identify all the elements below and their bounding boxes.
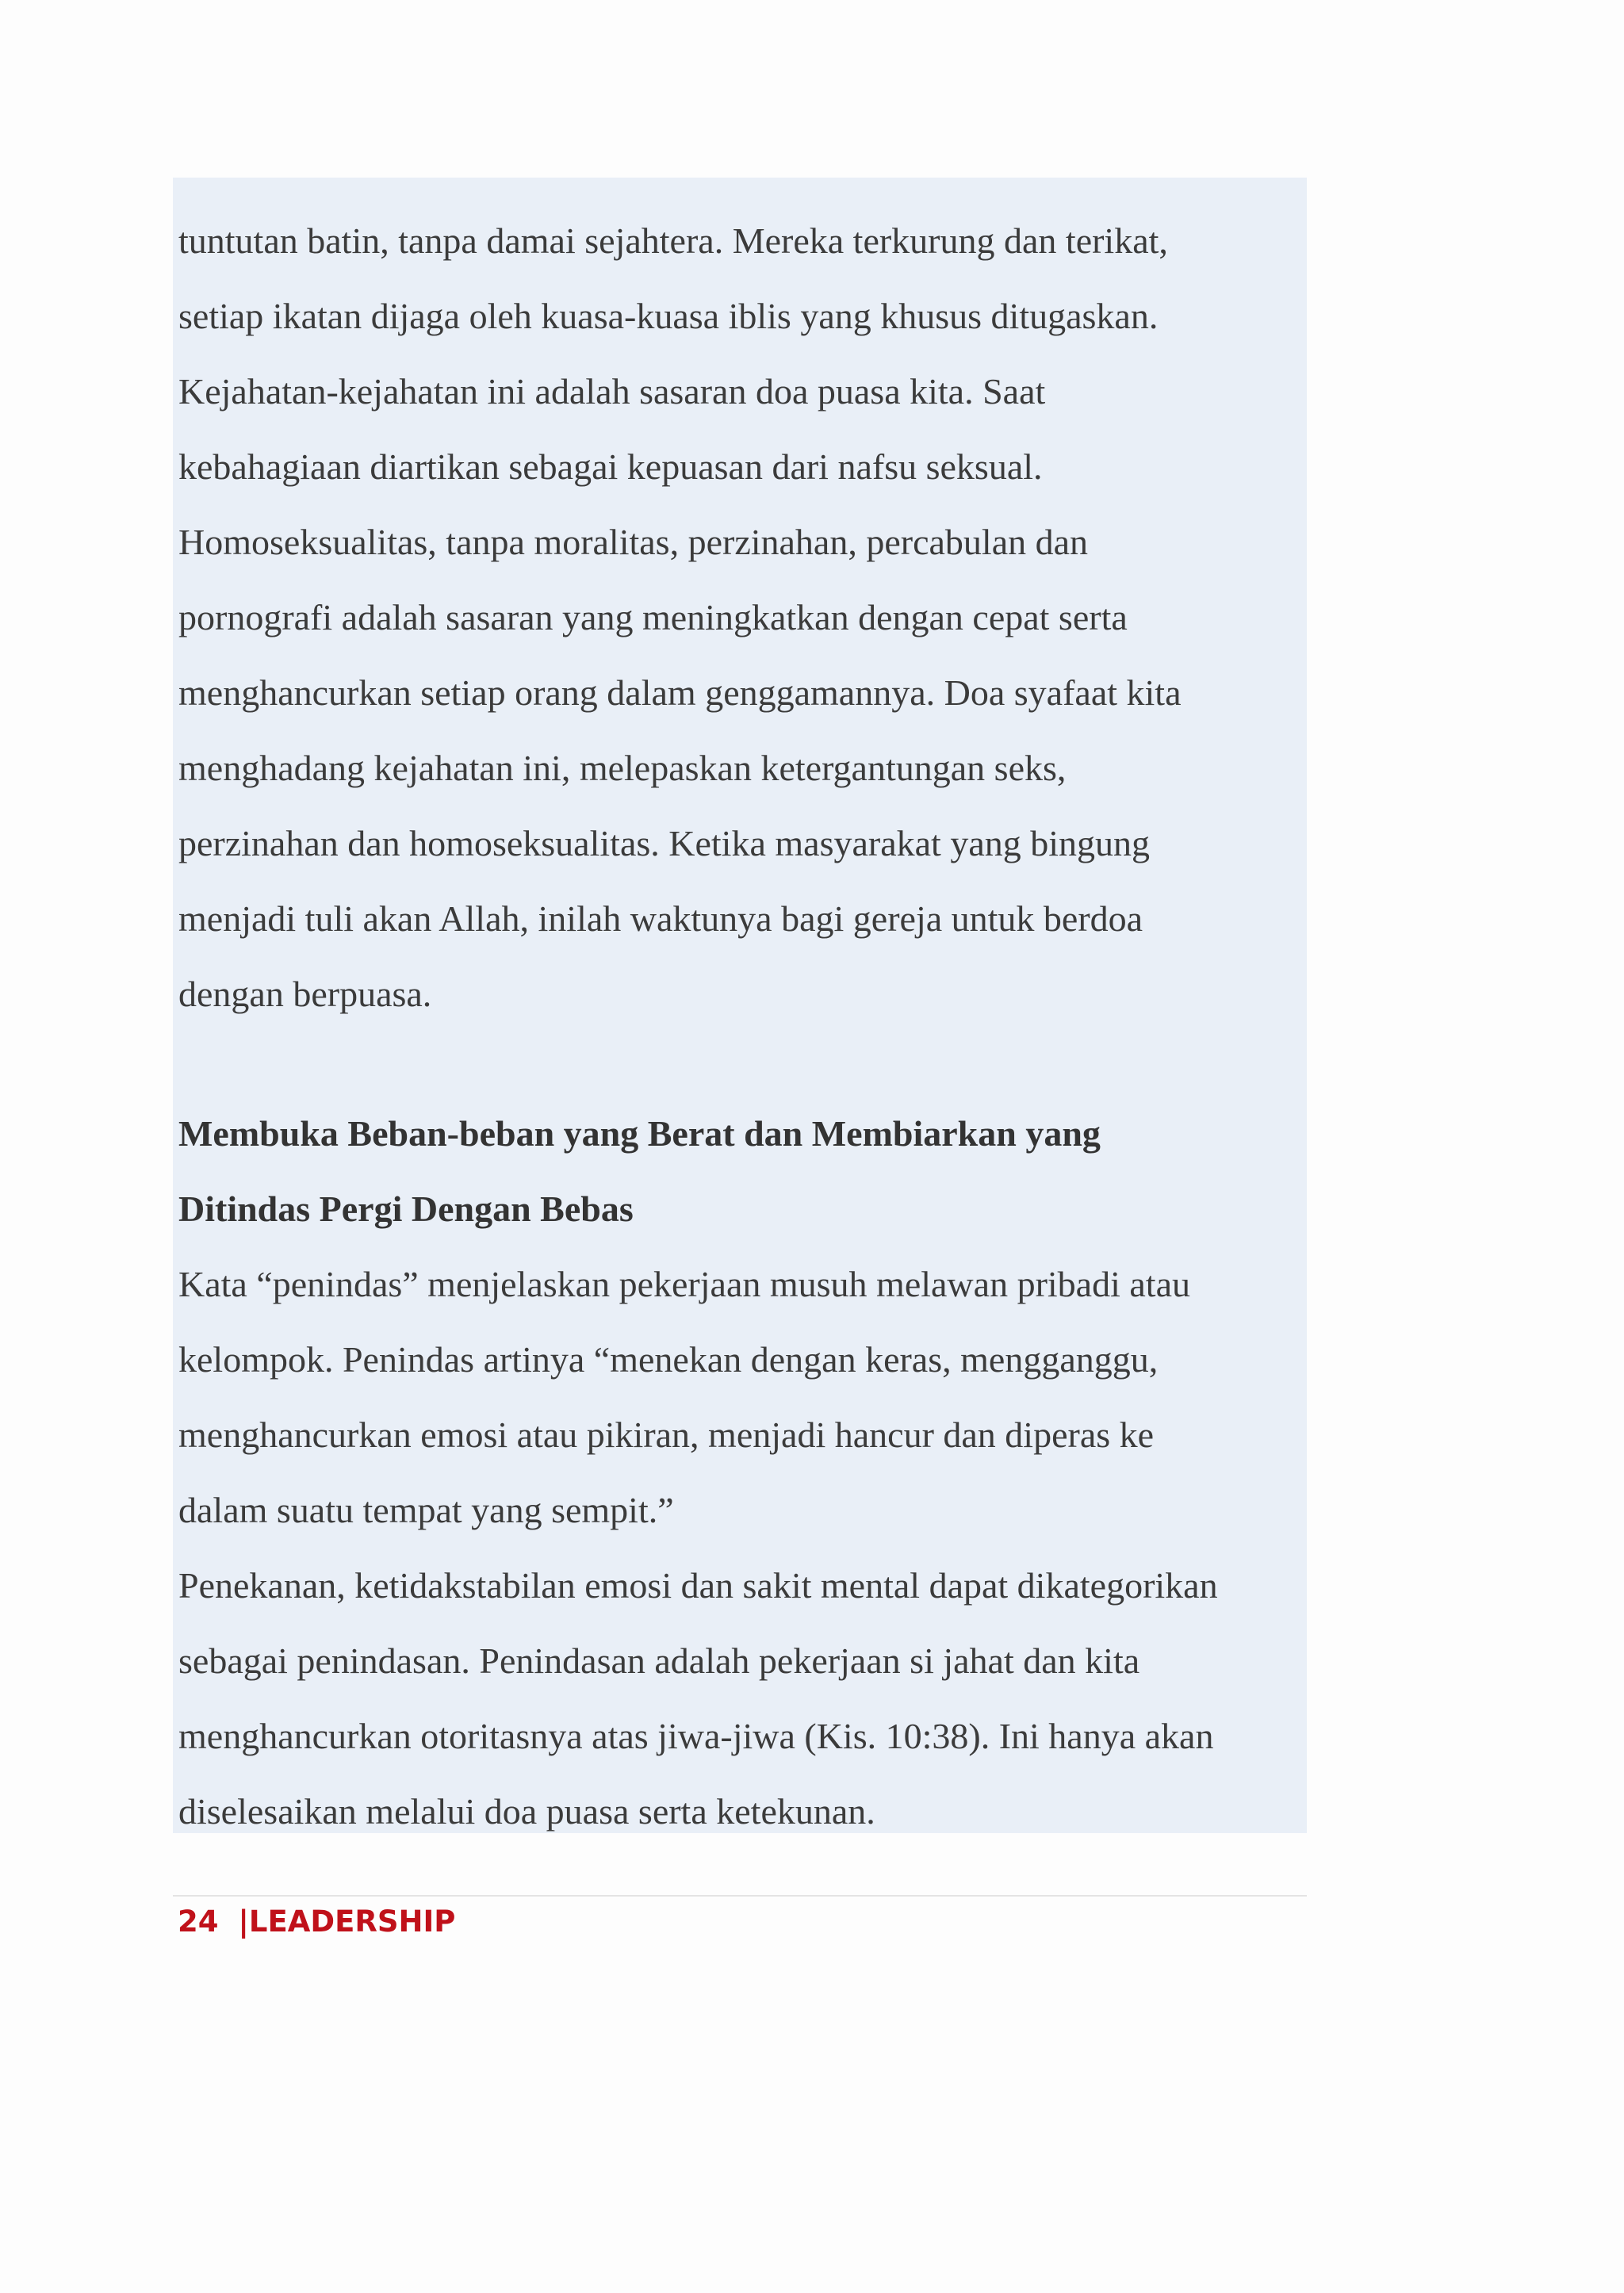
footer-separator: |	[238, 1904, 249, 1939]
paragraph-1-line-5: Homoseksualitas, tanpa moralitas, perzinahan, percabulan dan	[178, 522, 1089, 562]
paragraph-1-line-1: tuntutan batin, tanpa damai sejahtera. Mereka terkurung dan terikat,	[178, 220, 1168, 261]
paragraph-2-line-2: kelompok. Penindas artinya “menekan dengan keras, mengganggu,	[178, 1339, 1159, 1380]
paragraph-1-line-10: menjadi tuli akan Allah, inilah waktunya bagi gereja untuk berdoa	[178, 898, 1143, 939]
paragraph-1-line-9: perzinahan dan homoseksualitas. Ketika masyarakat yang bingung	[178, 823, 1151, 863]
paragraph-1-line-3: Kejahatan-kejahatan ini adalah sasaran doa puasa kita. Saat	[178, 371, 1046, 412]
paragraph-2-line-4: dalam suatu tempat yang sempit.”	[178, 1490, 674, 1530]
section-heading-line-2: Ditindas Pergi Dengan Bebas	[178, 1189, 634, 1229]
paragraph-spacer	[178, 1032, 1320, 1096]
page-number: 24	[178, 1904, 219, 1939]
paragraph-3-line-4: diselesaikan melalui doa puasa serta ketekunan.	[178, 1791, 875, 1832]
paragraph-3-line-1: Penekanan, ketidakstabilan emosi dan sakit mental dapat dikategorikan	[178, 1565, 1218, 1606]
paragraph-1-line-11: dengan berpuasa.	[178, 974, 432, 1014]
paragraph-1-line-4: kebahagiaan diartikan sebagai kepuasan dari nafsu seksual.	[178, 446, 1043, 487]
body-text	[178, 203, 1320, 1849]
paragraph-2-line-1: Kata “penindas” menjelaskan pekerjaan musuh melawan pribadi atau	[178, 1264, 1190, 1304]
paragraph-1-line-7: menghancurkan setiap orang dalam genggamannya. Doa syafaat kita	[178, 672, 1182, 713]
section-heading-line-1: Membuka Beban-beban yang Berat dan Membiarkan yang	[178, 1113, 1101, 1154]
page-footer	[178, 1900, 455, 1944]
paragraph-3-line-3: menghancurkan otoritasnya atas jiwa-jiwa (Kis. 10:38). Ini hanya akan	[178, 1716, 1214, 1756]
paragraph-1-line-2: setiap ikatan dijaga oleh kuasa-kuasa iblis yang khusus ditugaskan.	[178, 296, 1159, 336]
footer-divider	[173, 1895, 1307, 1897]
paragraph-1-line-8: menghadang kejahatan ini, melepaskan ketergantungan seks,	[178, 748, 1067, 788]
paragraph-3-line-2: sebagai penindasan. Penindasan adalah pekerjaan si jahat dan kita	[178, 1640, 1140, 1681]
paragraph-1-line-6: pornografi adalah sasaran yang meningkatkan dengan cepat serta	[178, 597, 1128, 637]
footer-title: LEADERSHIP	[248, 1904, 456, 1939]
paragraph-2-line-3: menghancurkan emosi atau pikiran, menjadi hancur dan diperas ke	[178, 1414, 1155, 1455]
